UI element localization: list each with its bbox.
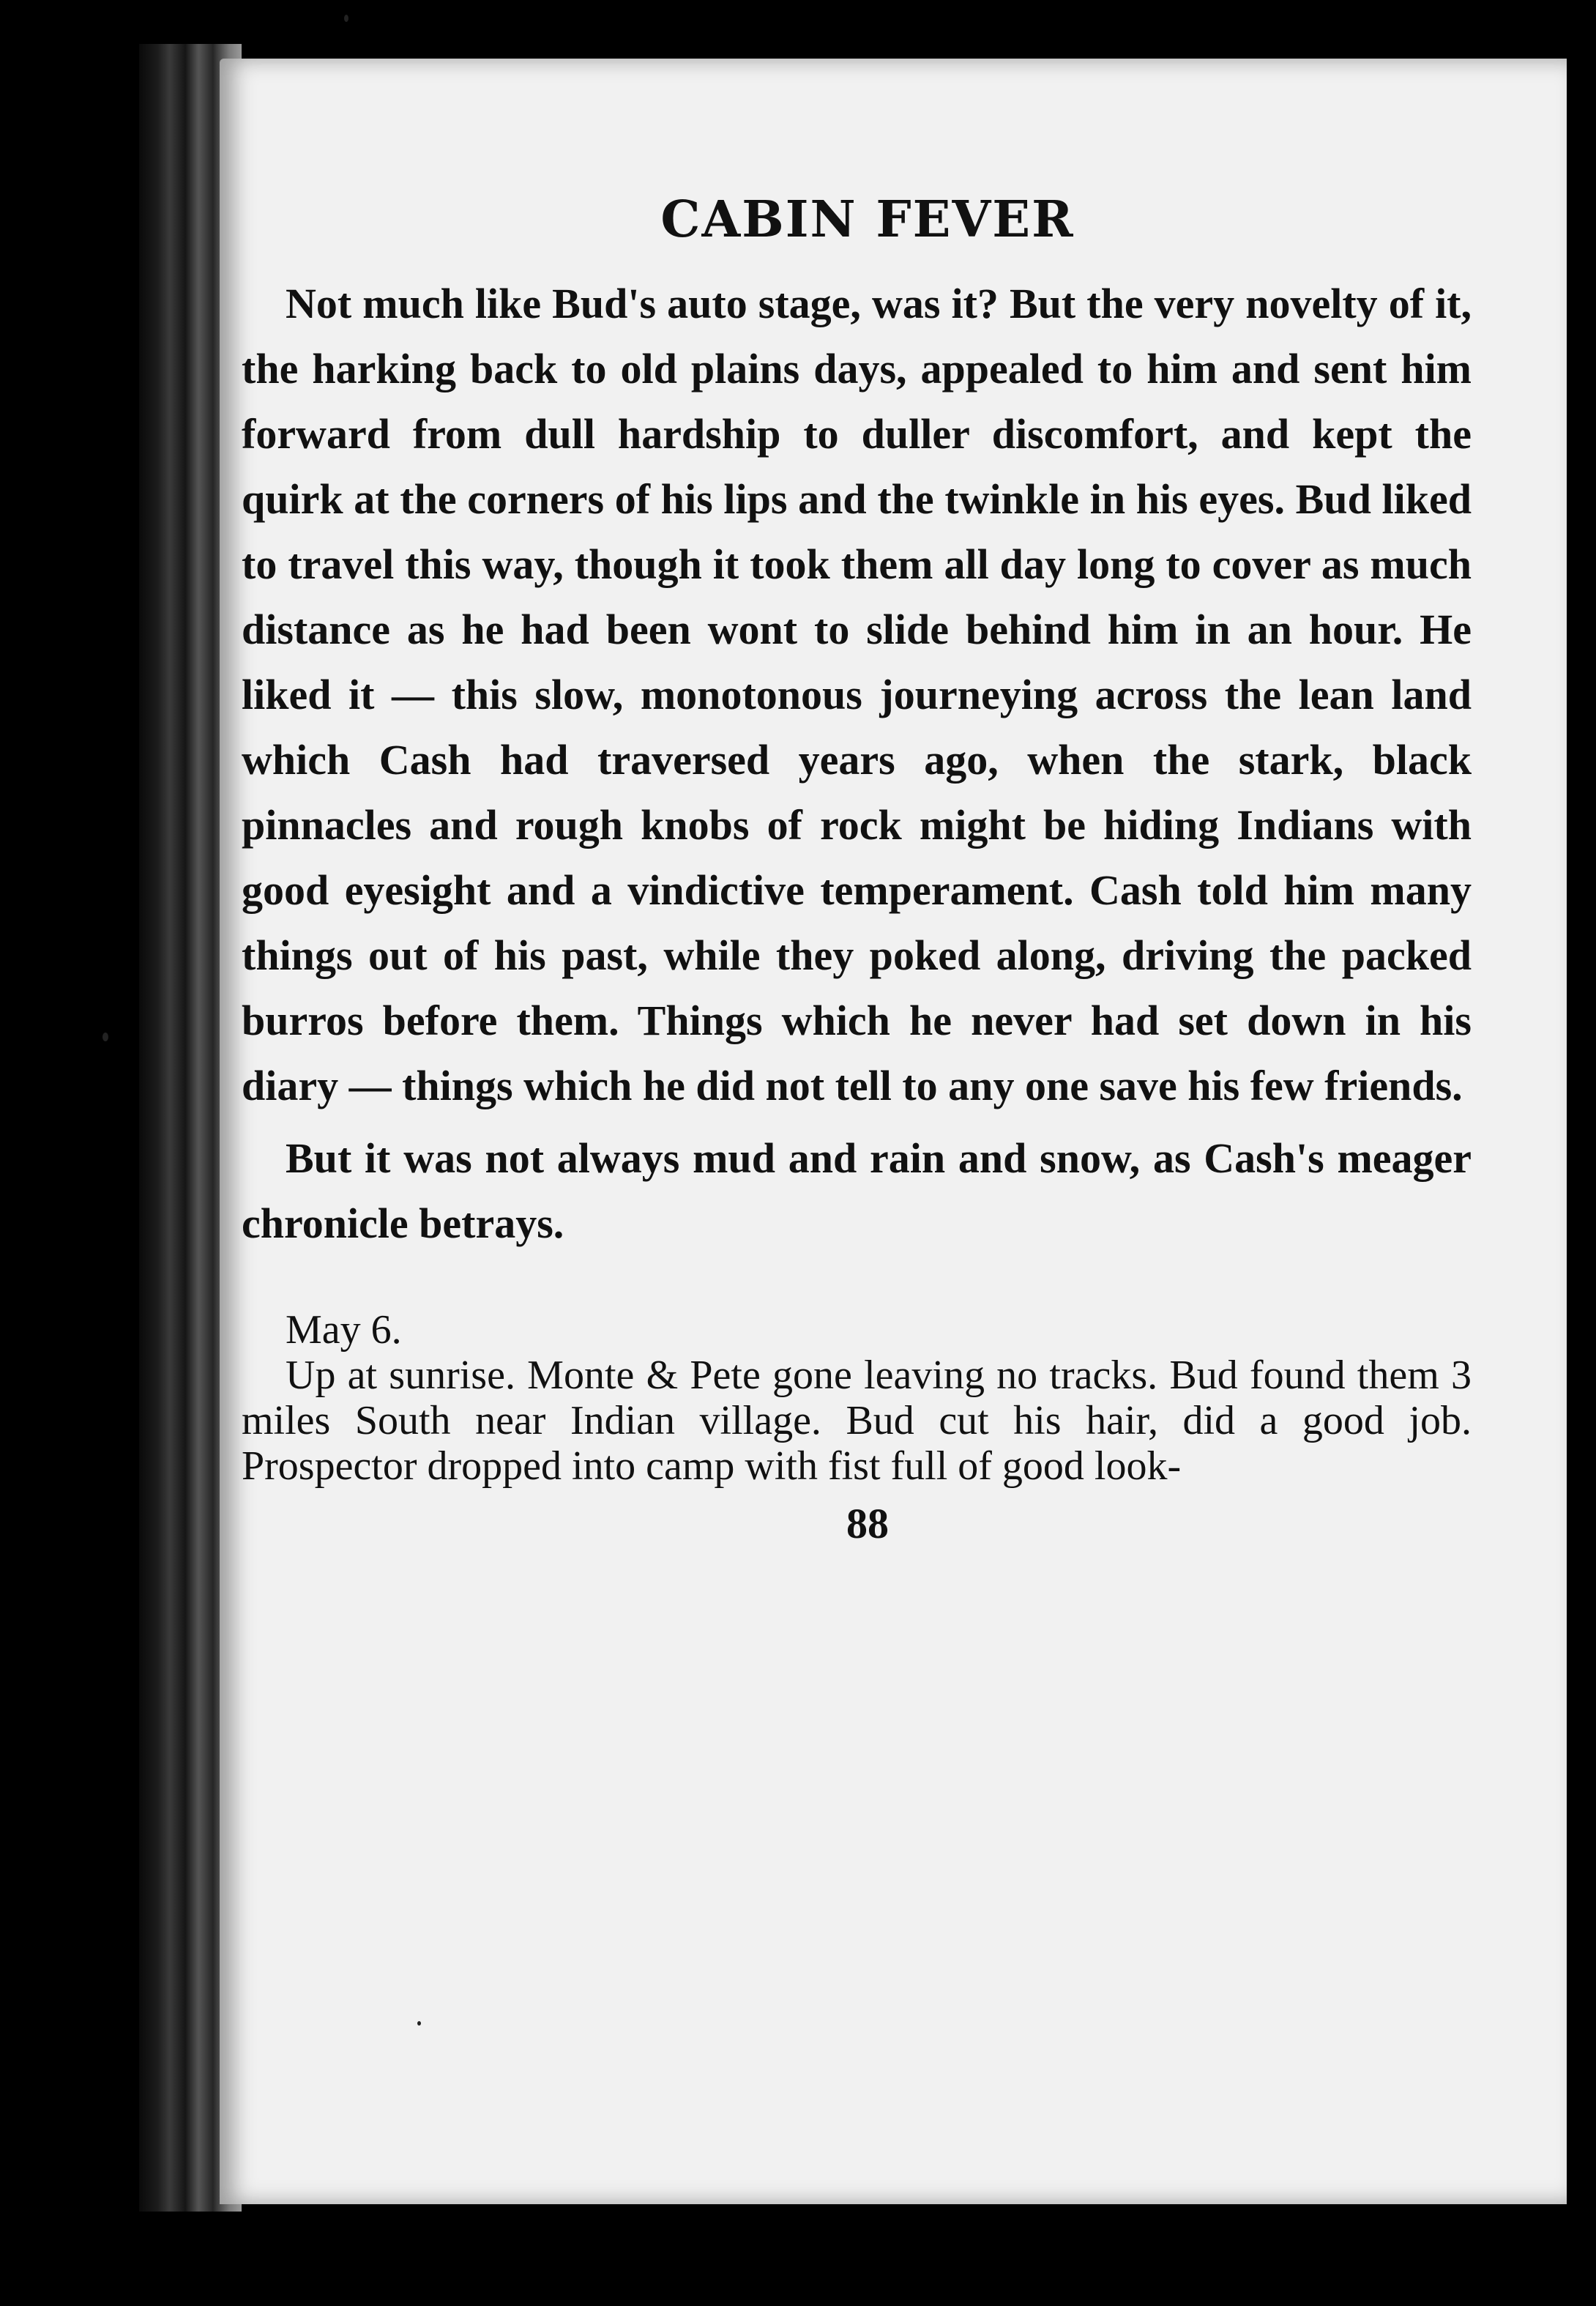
dust-speck (344, 15, 348, 22)
diary-entry: Up at sunrise. Monte & Pete gone leaving no tracks. Bud found them 3 miles South near Indian village. Bud cut his hair, did a good job. Prospector dropped into camp with fist full of good look- (242, 1353, 1472, 1489)
paragraph: Not much like Bud's auto stage, was it? But the very novelty of it, the harking back to old plains days, appealed to him and sent him forward from dull hardship to duller discomfort, and kept the quirk at the corners of his lips and the twinkle in his eyes. Bud liked to travel this way, though it took them all day long to cover as much distance as he had been wont to slide behind him in an hour. He liked it — this slow, monotonous journeying across the lean land which Cash had traversed years ago, when the stark, black pinnacles and rough knobs of rock might be hiding Indians with good eyesight and a vindictive temperament. Cash told him many things out of his past, while they poked along, driving the packed burros before them. Things which he never had set down in his diary — things which he did not tell to any one save his few friends. (242, 280, 1472, 1109)
running-head: CABIN FEVER (660, 190, 1075, 249)
diary-date: May 6. (286, 1307, 402, 1353)
text-block (242, 190, 1472, 1548)
dust-speck (102, 1033, 108, 1041)
diary-excerpt (242, 1307, 1472, 1489)
page-number: 88 (846, 1500, 889, 1547)
paragraph: But it was not always mud and rain and snow, as Cash's meager chronicle betrays. (242, 1134, 1472, 1247)
body-text (242, 271, 1472, 1256)
dust-speck (417, 2021, 421, 2026)
